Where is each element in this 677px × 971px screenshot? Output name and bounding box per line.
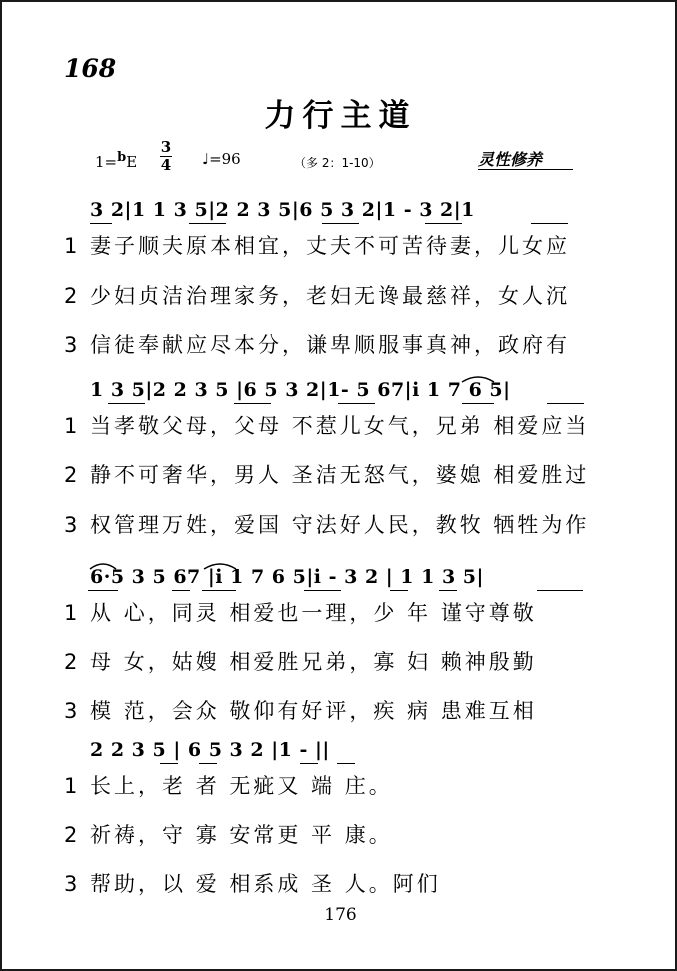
beam (531, 223, 568, 224)
beam (108, 403, 145, 404)
beam (234, 403, 271, 404)
page-number: 176 (324, 905, 357, 925)
beam (300, 763, 318, 764)
beam (547, 403, 584, 404)
lyric-line-1-3: 3 信徒奉献应尽本分，谦卑顺服事真神，政府有 (64, 333, 571, 357)
hymn-category: 灵性修养 (478, 150, 543, 169)
hymn-title: 力行主道 (264, 98, 417, 134)
slur-mark (88, 559, 118, 571)
beam (202, 590, 236, 591)
lyric-line-4-2: 2 祈祷，守 寡 安常更 平 康。 (64, 823, 393, 847)
beam (304, 590, 341, 591)
notation-line-4: 2 2 3 5 | 6 5 3 2 |1 - || (90, 739, 330, 761)
lyric-line-1-2: 2 少妇贞洁治理家务，老妇无谗最慈祥，女人沉 (64, 284, 571, 308)
beam (462, 403, 494, 404)
beam (537, 590, 583, 591)
lyric-line-2-2: 2 静不可奢华，男人 圣洁无怒气，婆媳 相爱胜过 (64, 463, 590, 487)
beam (172, 590, 190, 591)
beam (90, 223, 112, 224)
lyric-line-4-3: 3 帮助，以 爱 相系成 圣 人。阿们 (64, 872, 441, 896)
notation-line-3: 6·5 3 5 67 |i 1 7 6 5|i - 3 2 | 1 1 3 5| (90, 566, 484, 588)
category-underline (478, 169, 573, 170)
beam (322, 223, 359, 224)
beam (390, 590, 408, 591)
lyric-line-2-1: 1 当孝敬父母，父母 不惹儿女气，兄弟 相爱应当 (64, 414, 590, 438)
hymn-number: 168 (64, 54, 117, 83)
key-prefix: 1= (95, 153, 118, 171)
slur-mark (202, 559, 238, 571)
time-signature (160, 140, 172, 173)
key-note: E (126, 153, 138, 171)
beam (160, 763, 178, 764)
scripture-reference: （多 2：1-10） (294, 156, 381, 170)
lyric-line-3-1: 1 从 心，同灵 相爱也一理，少 年 谨守尊敬 (64, 601, 537, 625)
tempo-marking: ♩=96 (202, 150, 241, 168)
lyric-line-2-3: 3 权管理万姓，爱国 守法好人民，教牧 牺牲为作 (64, 513, 590, 537)
lyric-line-1-1: 1 妻子顺夫原本相宜，丈夫不可苦待妻，儿女应 (64, 234, 571, 258)
beam (189, 223, 226, 224)
key-flat: b (117, 150, 127, 165)
time-signature-bottom: 4 (160, 156, 172, 174)
beam (439, 590, 457, 591)
lyric-line-3-2: 2 母 女，姑嫂 相爱胜兄弟，寡 妇 赖神殷勤 (64, 650, 537, 674)
time-signature-top: 3 (160, 138, 172, 156)
notation-line-2: 1 3 5|2 2 3 5 |6 5 3 2|1- 5 67|i 1 7 6 5| (90, 379, 511, 401)
key-signature (95, 150, 137, 171)
lyric-line-3-3: 3 模 范，会众 敬仰有好评，疾 病 患难互相 (64, 699, 537, 723)
beam (337, 763, 355, 764)
beam (338, 403, 375, 404)
lyric-line-4-1: 1 长上，老 者 无疵又 端 庄。 (64, 774, 393, 798)
slur-mark (460, 372, 496, 384)
beam (88, 590, 118, 591)
beam (199, 763, 217, 764)
notation-line-1: 3 2|1 1 3 5|2 2 3 5|6 5 3 2|1 - 3 2|1 (90, 199, 475, 221)
beam (425, 223, 462, 224)
